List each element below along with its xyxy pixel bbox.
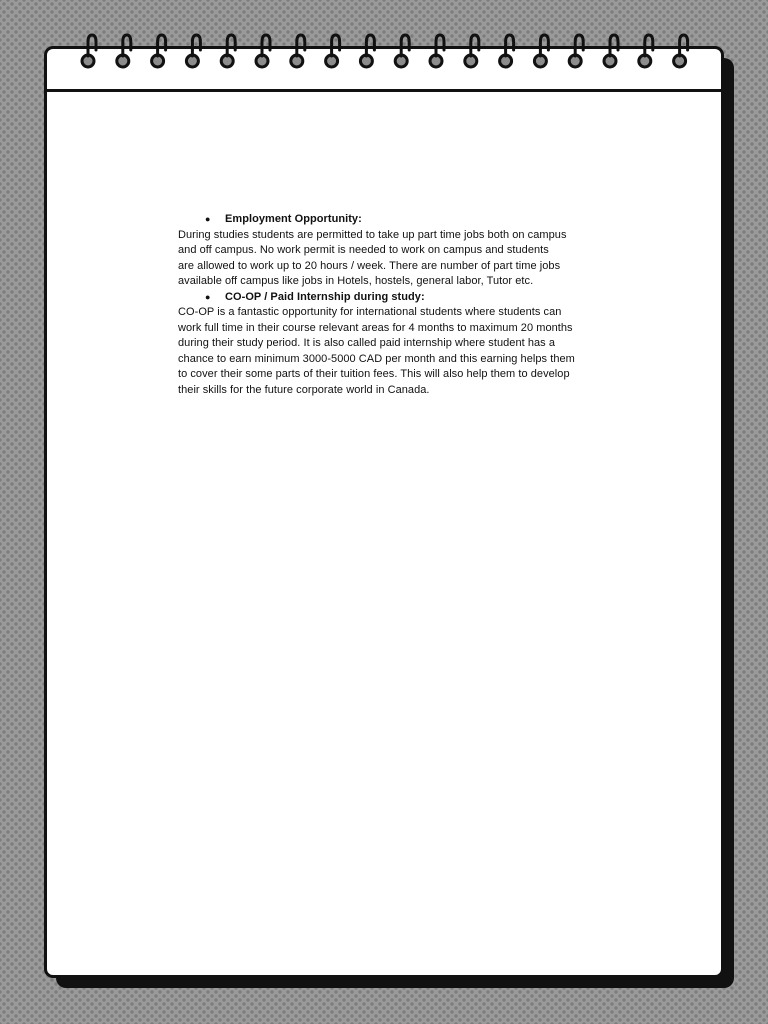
spiral-ring-icon (604, 35, 618, 67)
paragraph-line: during their study period. It is also called paid internship where student has a (178, 337, 555, 349)
paragraph-line: available off campus like jobs in Hotels, hostels, general labor, Tutor etc. (178, 275, 534, 287)
spiral-ring-icon (639, 35, 653, 67)
document-body (178, 212, 626, 398)
heading-text: Employment Opportunity: (225, 213, 362, 225)
paragraph-line: their skills for the future corporate world in Canada. (178, 383, 430, 396)
bullet-icon: ● (205, 291, 211, 302)
spiral-ring-icon (500, 35, 514, 67)
section-heading-coop (205, 290, 626, 306)
paragraph-line: chance to earn minimum 3000-5000 CAD per month and this earning helps them (178, 352, 575, 365)
spiral-ring-icon (326, 35, 340, 67)
spiral-ring-icon (186, 35, 200, 67)
paragraph-line: are allowed to work up to 20 hours / week. There are number of part time jobs (178, 259, 561, 272)
spiral-ring-icon (152, 35, 166, 67)
spiral-ring-icon (117, 35, 131, 67)
spiral-ring-icon (674, 35, 688, 67)
paragraph-line: During studies students are permitted to take up part time jobs both on campus (178, 228, 567, 241)
spiral-ring-icon (395, 35, 409, 67)
paragraph-line: to cover their some parts of their tuition fees. This will also help them to develop (178, 368, 570, 380)
spiral-ring-icon (82, 35, 96, 67)
spiral-ring-icon (534, 35, 548, 67)
paragraph-line: CO-OP is a fantastic opportunity for international students where students can (178, 306, 562, 318)
paragraph-line: and off campus. No work permit is needed to work on campus and students (178, 244, 549, 256)
spiral-ring-icon (256, 35, 270, 67)
section-heading-employment (205, 212, 626, 228)
spiral-ring-icon (430, 35, 444, 67)
paragraph-line: work full time in their course relevant areas for 4 months to maximum 20 months (178, 321, 573, 334)
spiral-ring-icon (569, 35, 583, 67)
notebook-page (44, 46, 724, 978)
spiral-binding (0, 0, 768, 90)
spiral-ring-icon (291, 35, 305, 67)
spiral-ring-icon (360, 35, 374, 67)
spiral-ring-icon (465, 35, 479, 67)
heading-text: CO-OP / Paid Internship during study: (225, 290, 425, 303)
bullet-icon: ● (205, 214, 211, 224)
spiral-ring-icon (221, 35, 235, 67)
